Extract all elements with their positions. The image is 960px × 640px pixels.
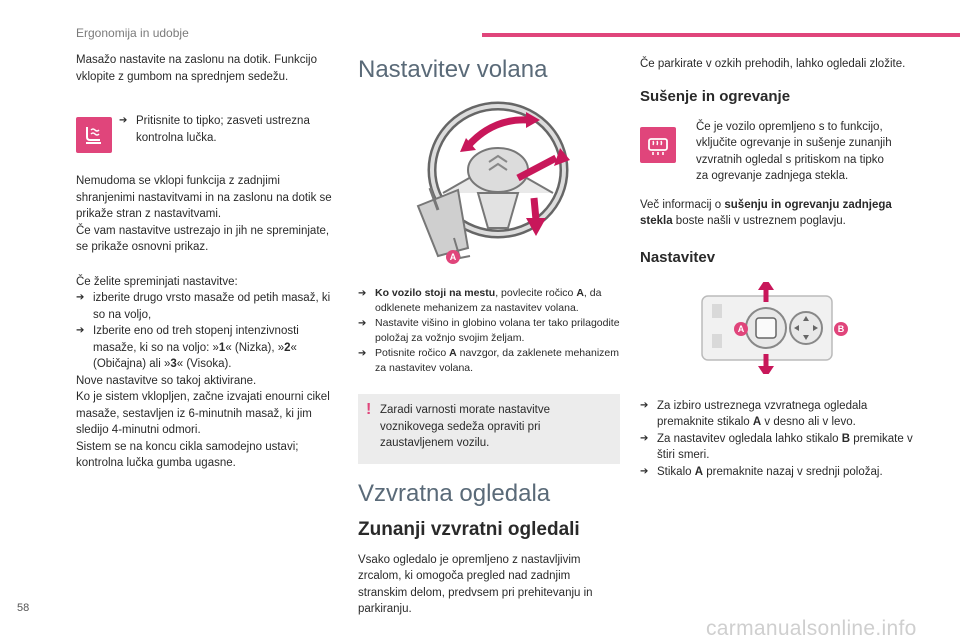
bullet-marker: ➔ (76, 292, 85, 303)
paragraph: Vsako ogledalo je opremljeno z nastavljivim zrcalom, ki omogoča pregled nad zadnjim stranskim delom, predvsem pri prehitevanju in parkiranju. (358, 553, 593, 615)
list-item (358, 346, 620, 376)
list-item-text: Nastavite višino in globino volana ter tako prilagodite položaj za vožnjo svojim željam. (375, 317, 620, 344)
list-item-text: izberite drugo vrsto masaže od petih masaž, ki so na voljo, (93, 292, 331, 321)
page-header-title: Ergonomija in udobje (76, 26, 189, 40)
mirror-instructions (640, 398, 920, 481)
steering-wheel-figure (358, 98, 620, 274)
callout-label-a: A (734, 322, 748, 336)
column-middle (358, 52, 620, 618)
callout-text-row (119, 113, 329, 146)
column-right (640, 52, 920, 480)
header-accent-bar (482, 33, 960, 37)
list-item-text: Za izbiro ustreznega vzvratnega ogledala premaknite stikalo A v desno ali v levo. (657, 399, 868, 428)
list-item-text: Potisnite ročico A navzgor, da zaklenete mehanizem za nastavitev volana. (375, 347, 619, 374)
bullet-marker: ➔ (119, 115, 128, 126)
paragraph: Sistem se na koncu cikla samodejno ustavi; kontrolna lučka gumba ugasne. (76, 440, 299, 469)
massage-intro: Masažo nastavite na zaslonu na dotik. Funkcijo vklopite z gumbom na sprednjem sedežu. (76, 54, 317, 83)
list-item-text: Izberite eno od treh stopenj intenzivnosti masaže, ki so na voljo: »1« (Nizka), »2« (Običajna) ali »3« (Visoka). (93, 325, 299, 370)
list-item (76, 323, 338, 373)
list-item-text: Za nastavitev ogledala lahko stikalo B premikate v štiri smeri. (657, 432, 913, 461)
section-heading-mirrors: Vzvratna ogledala (358, 479, 551, 507)
defrost-callout (640, 119, 920, 185)
bullet-marker: ➔ (76, 325, 85, 336)
paragraph: Če želite spreminjati nastavitve: (76, 275, 238, 288)
bullet-marker: ➔ (640, 399, 649, 411)
callout-text: Pritisnite to tipko; zasveti ustrezna kontrolna lučka. (136, 115, 310, 144)
watermark: carmanualsonline.info (706, 617, 917, 640)
column-left (76, 52, 338, 472)
bullet-marker: ➔ (640, 432, 649, 444)
safety-warning-box (358, 394, 620, 464)
paragraph: Če parkirate v ozkih prehodih, lahko ogledali zložite. (640, 58, 906, 70)
list-item (358, 286, 620, 316)
page-number: 58 (17, 602, 30, 614)
warning-text: Zaradi varnosti morate nastavitve voznikovega sedeža opraviti pri zaustavljenem vozilu. (380, 404, 551, 449)
callout-label-b: B (834, 322, 848, 336)
paragraph: Nemudoma se vklopi funkcija z zadnjimi shranjenimi nastavitvami in na zaslonu na dotik se prikaže stran z nastavitvami. (76, 175, 332, 220)
paragraph: Nove nastavitve so takoj aktivirane. (76, 374, 257, 387)
bullet-marker: ➔ (358, 348, 367, 359)
list-item-text: Ko vozilo stoji na mestu, povlecite ročico A, da odklenete mehanizem za nastavitev volana. (375, 287, 602, 314)
bullet-marker: ➔ (358, 288, 367, 299)
paragraph: Če vam nastavitve ustrezajo in jih ne spreminjate, se prikaže osnovni prikaz. (76, 224, 330, 253)
list-item (640, 431, 920, 464)
callout-text: Če je vozilo opremljeno s to funkcijo, vključite ogrevanje in sušenje zunanjih vzvratnih ogledal s pritiskom na tipko za ogrevanje zadnjega stekla. (696, 120, 892, 182)
subheading-exterior-mirrors: Zunanji vzvratni ogledali (358, 518, 580, 540)
mirror-control-figure (640, 282, 920, 374)
subheading-defrost: Sušenje in ogrevanje (640, 87, 791, 105)
list-item (76, 290, 338, 323)
list-item (640, 464, 920, 481)
bullet-marker: ➔ (358, 318, 367, 329)
mirror-control-illustration (640, 282, 920, 374)
steering-instructions (358, 286, 620, 376)
list-item (358, 316, 620, 346)
rear-defrost-icon (640, 127, 676, 163)
warning-icon: ! (366, 401, 372, 418)
callout-label-a: A (446, 250, 460, 264)
paragraph: Ko je sistem vklopljen, začne izvajati enourni cikel masaže, sestavljen iz 6-minutnih masaž, ki jim sledijo 4-minutni odmori. (76, 391, 330, 436)
list-item (640, 398, 920, 431)
steering-wheel-illustration (358, 98, 620, 274)
seat-massage-icon (76, 117, 112, 153)
massage-button-callout (76, 117, 338, 153)
subheading-adjustment: Nastavitev (640, 248, 716, 266)
section-heading-steering: Nastavitev volana (358, 56, 548, 83)
paragraph: Več informacij o sušenju in ogrevanju zadnjega stekla boste našli v ustreznem poglavju. (640, 198, 892, 227)
list-item-text: Stikalo A premaknite nazaj v srednji položaj. (657, 465, 883, 478)
bullet-marker: ➔ (640, 465, 649, 477)
